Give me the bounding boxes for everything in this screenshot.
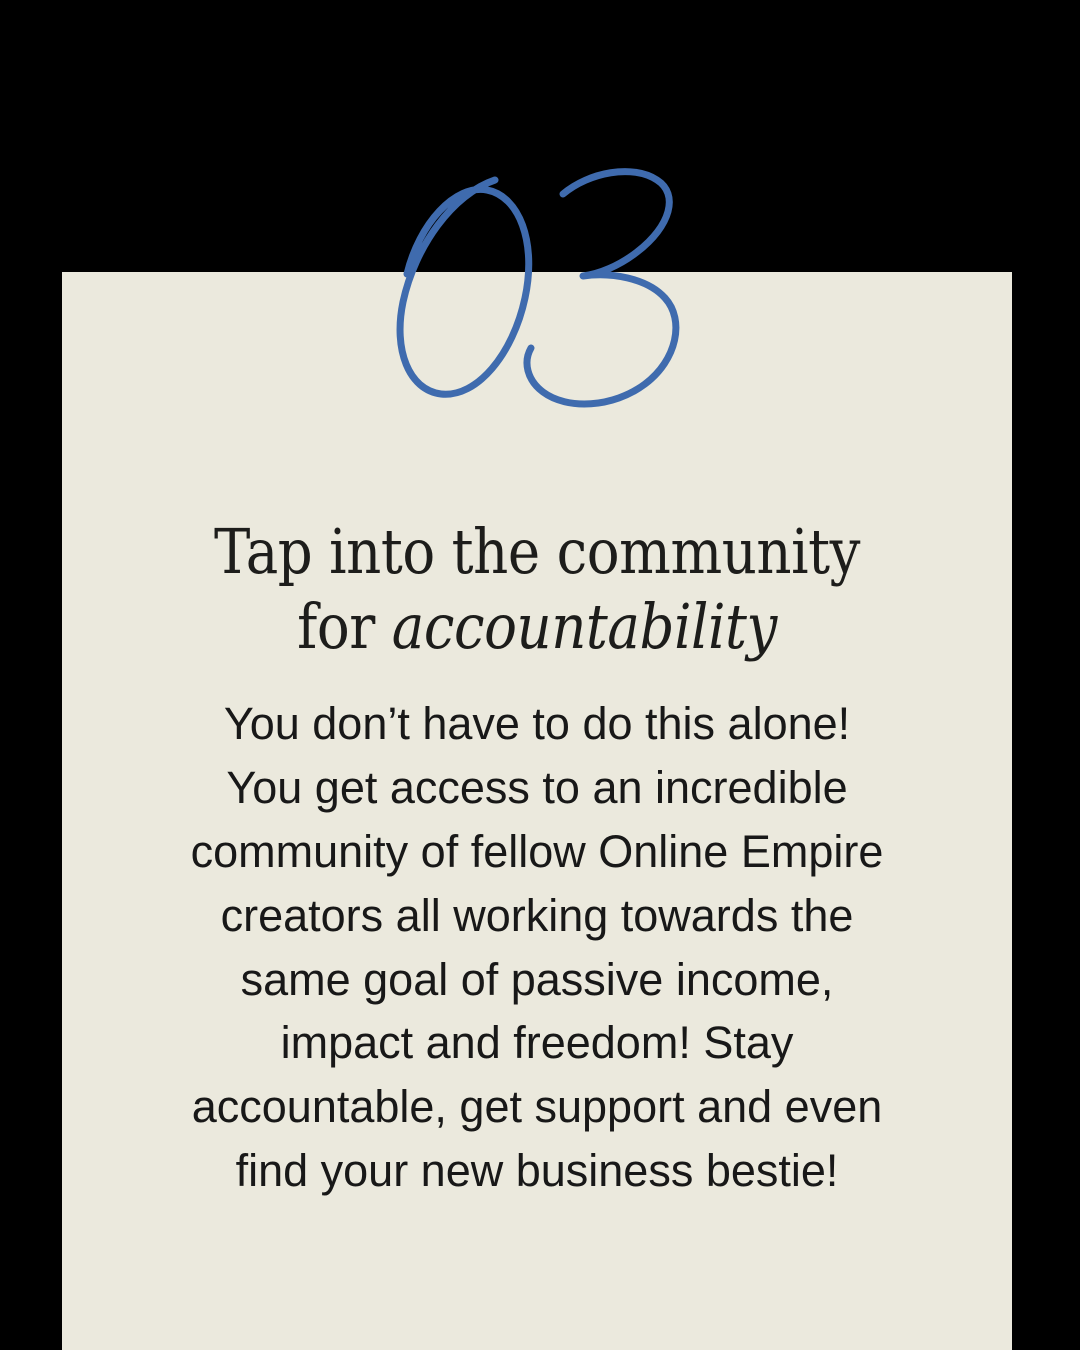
headline-emphasis: accountability <box>391 590 777 664</box>
body-line: same goal of passive income, <box>240 953 834 1005</box>
body-line: You don’t have to do this alone! <box>223 698 851 749</box>
body-line: find your new business bestie! <box>235 1145 839 1197</box>
body-line: accountable, get support and even <box>191 1081 883 1133</box>
body-line: impact and freedom! Stay <box>280 1017 794 1069</box>
headline-line-1: Tap into the community <box>213 514 861 588</box>
body-line: community of fellow Online Empire <box>190 825 884 877</box>
content-card <box>62 272 1012 1350</box>
headline-line-2 <box>172 589 902 665</box>
step-number-03-icon <box>62 142 1012 442</box>
headline-line-2-prefix: for <box>297 590 392 664</box>
headline <box>122 514 952 665</box>
body-copy <box>110 692 964 1203</box>
body-line: You get access to an incredible <box>226 761 848 813</box>
body-line: creators all working towards the <box>220 889 854 941</box>
